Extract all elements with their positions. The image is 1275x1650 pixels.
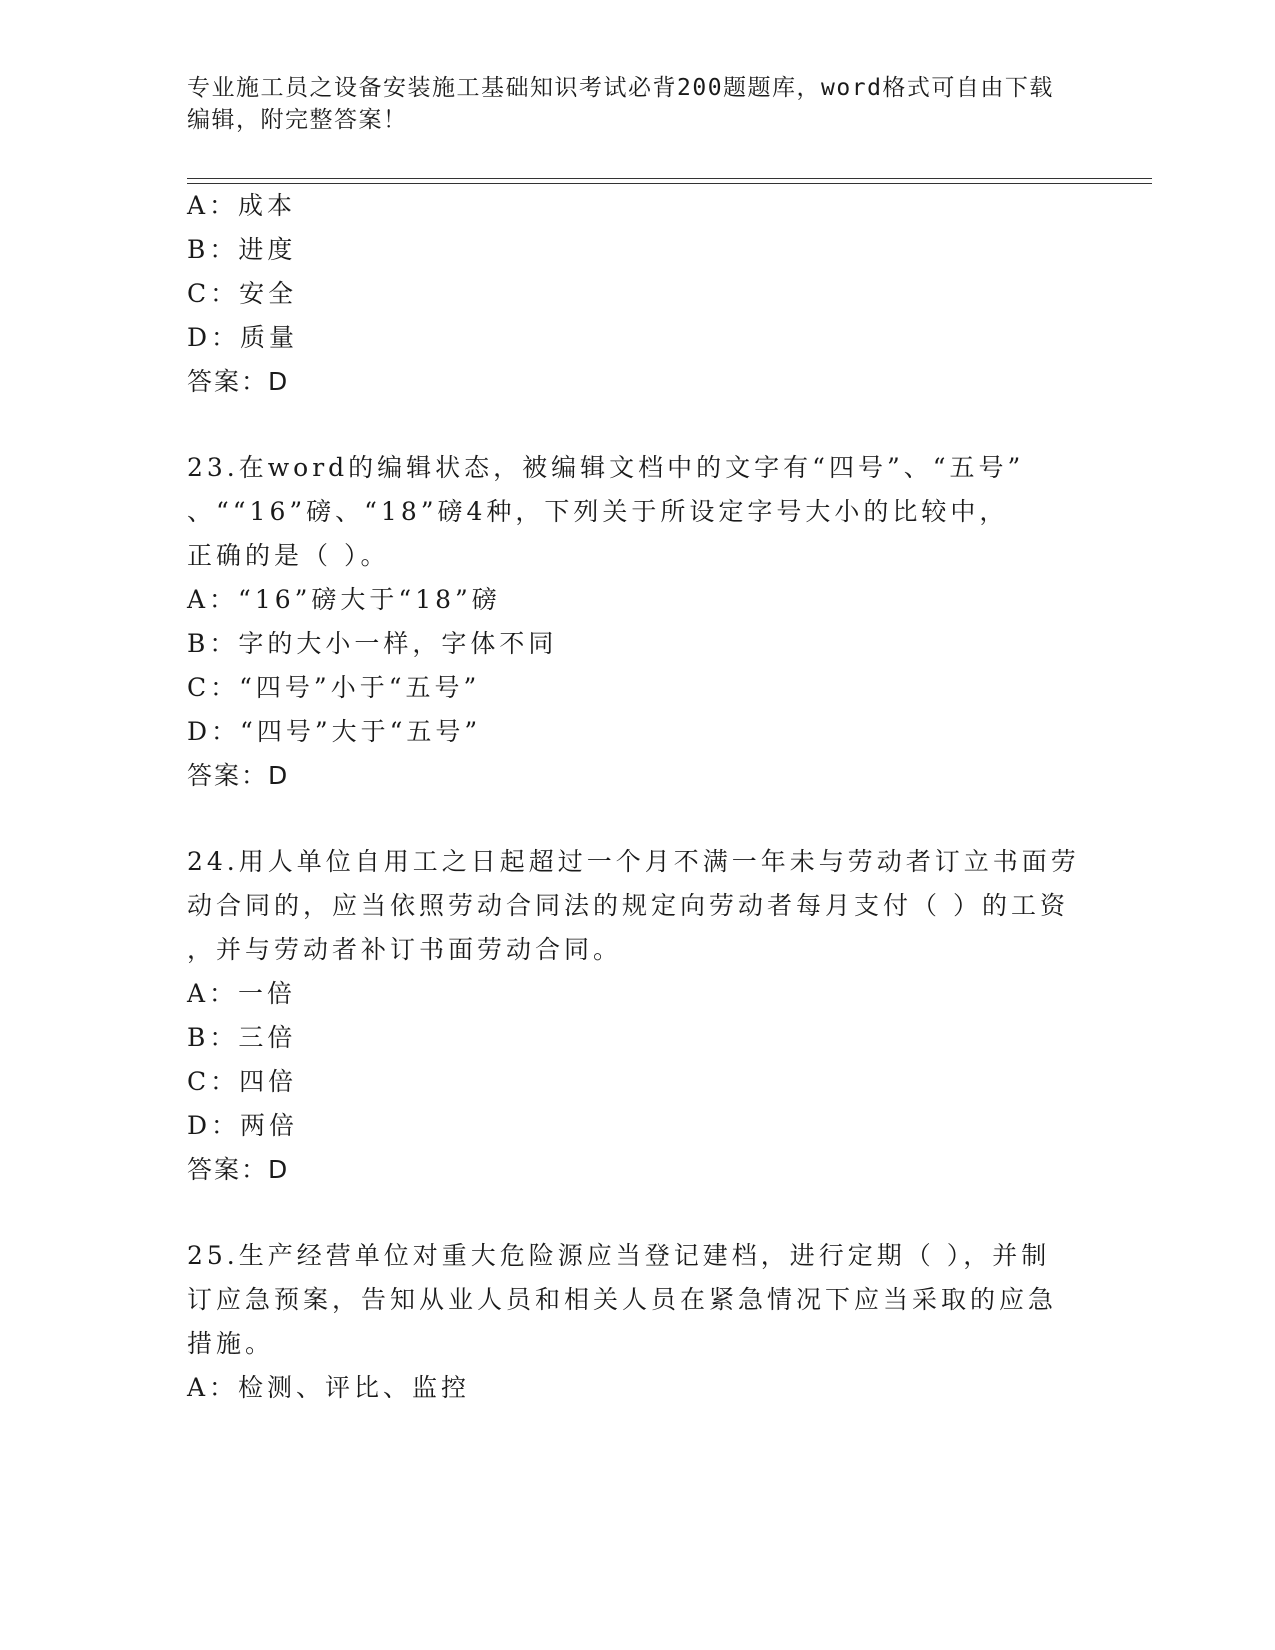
q25-stem-line2: 订应急预案，告知从业人员和相关人员在紧急情况下应当采取的应急 [187,1285,1058,1314]
q23-option-c: C：“四号”小于“五号” [187,673,481,702]
q23-stem-line1: 23.在word的编辑状态，被编辑文档中的文字有“四号”、“五号” [187,453,1025,482]
q23-stem-line2: 、““16”磅、“18”磅4种，下列关于所设定字号大小的比较中， [187,497,1009,526]
q24-stem-line3: ，并与劳动者补订书面劳动合同。 [187,935,623,964]
q23-option-a: A：“16”磅大于“18”磅 [187,585,501,614]
q24-answer: 答案：D [187,1155,290,1184]
header-divider-top [187,178,1152,179]
q25-stem-line1: 25.生产经营单位对重大危险源应当登记建档，进行定期（ ），并制 [187,1241,1051,1270]
q23-answer: 答案：D [187,761,290,790]
q23-option-d: D：“四号”大于“五号” [187,717,482,746]
q24-stem-line2: 动合同的，应当依照劳动合同法的规定向劳动者每月支付（ ）的工资 [187,891,1069,920]
q22-option-b: B：进度 [187,235,297,264]
q25-stem-line3: 措施。 [187,1329,275,1358]
q23-option-b: B：字的大小一样，字体不同 [187,629,558,658]
q24-option-b: B：三倍 [187,1023,297,1052]
q23-stem-line3: 正确的是（ ）。 [187,541,390,570]
header-title-line2: 编辑，附完整答案！ [187,107,408,133]
q22-answer: 答案：D [187,367,290,396]
header-title-line1: 专业施工员之设备安装施工基础知识考试必背200题题库，word格式可自由下载 [187,75,1054,101]
q24-stem-line1: 24.用人单位自用工之日起超过一个月不满一年未与劳动者订立书面劳 [187,847,1080,876]
q22-option-a: A：成本 [187,191,297,220]
document-header [187,72,1087,136]
q22-option-d: D：质量 [187,323,299,352]
q24-option-d: D：两倍 [187,1111,299,1140]
header-divider-bottom [187,183,1152,184]
q24-option-c: C：四倍 [187,1067,298,1096]
q25-option-a: A：检测、评比、监控 [187,1373,471,1402]
q22-option-c: C：安全 [187,279,298,308]
q24-option-a: A：一倍 [187,979,297,1008]
